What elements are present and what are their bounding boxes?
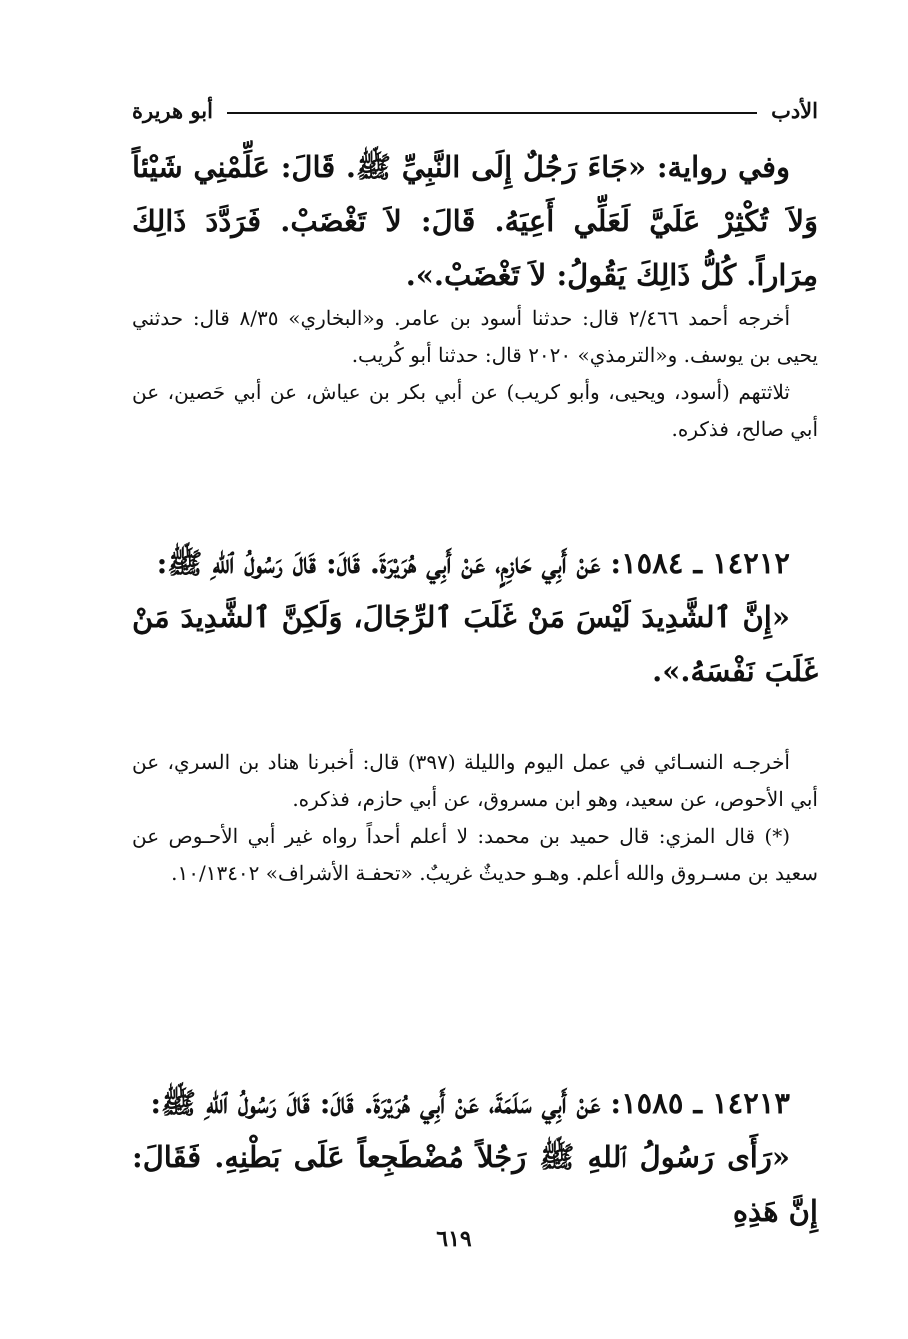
hadith-14212 <box>132 536 818 698</box>
page-number: ٦١٩ <box>436 1226 472 1252</box>
takhrij-note-2 <box>132 744 818 892</box>
hadith-isnad: ١٤٢١٢ ـ ١٥٨٤: عَنْ أَبِي حَازِمٍ، عَنْ أَبِي هُرَيْرَةَ. قَالَ: قَالَ رَسُولُ ٱللهِ ﷺ: <box>156 546 790 580</box>
hadith-matn: «إِنَّ ٱلشَّدِيدَ لَيْسَ مَنْ غَلَبَ ٱلرِّجَالَ، وَلَكِنَّ ٱلشَّدِيدَ مَنْ غَلَبَ نَفْسَهُ.». <box>132 600 818 688</box>
header-rule <box>227 112 757 114</box>
hadith-isnad: ١٤٢١٣ ـ ١٥٨٥: عَنْ أَبِي سَلَمَةَ، عَنْ أَبِي هُرَيْرَةَ. قَالَ: قَالَ رَسُولُ ٱللهِ ﷺ: <box>150 1086 790 1120</box>
takhrij-paragraph: أخرجه أحمد ٢/٤٦٦ قال: حدثنا أسود بن عامر. و«البخاري» ٨/٣٥ قال: حدثني يحيى بن يوسف. و«الترمذي» ٢٠٢٠ قال: حدثنا أبو كُريب. <box>132 306 818 367</box>
hadith-text: وفي رواية: «جَاءَ رَجُلٌ إِلَى النَّبِيِّ ﷺ. قَالَ: عَلِّمْنِي شَيْئاً وَلاَ تُكْثِرْ عَلَيَّ لَعَلِّي أَعِيَهُ. قَالَ: لاَ تَغْضَبْ. فَرَدَّدَ ذَالِكَ مِرَاراً. كُلُّ ذَالِكَ يَقُولُ: لاَ تَغْضَبْ.». <box>132 150 818 292</box>
takhrij-paragraph: ثلاثتهم (أسود، ويحيى، وأبو كريب) عن أبي بكر بن عياش، عن أبي حَصين، عن أبي صالح، فذكره. <box>132 380 818 441</box>
takhrij-paragraph: أخرجـه النسـائي في عمل اليوم والليلة (٣٩٧) قال: أخبرنا هناد بن السري، عن أبي الأحوص، عن سعيد، وهو ابن مسروق، عن أبي حازم، فذكره. <box>132 750 818 811</box>
hadith-14213 <box>132 1076 818 1238</box>
narrator-title: أبو هريرة <box>132 97 213 123</box>
running-header <box>132 92 818 128</box>
takhrij-note-1 <box>132 300 818 448</box>
chapter-title: الأدب <box>771 97 818 123</box>
hadith-variant-text <box>132 140 818 302</box>
hadith-matn: «رَأَى رَسُولُ ٱللهِ ﷺ رَجُلاً مُضْطَجِعاً عَلَى بَطْنِهِ. فَقَالَ: إِنَّ هَذِهِ <box>132 1140 818 1228</box>
mizzi-note: (*) قال المزي: قال حميد بن محمد: لا أعلم أحداً رواه غير أبي الأحـوص عن سعيد بن مسـروق والله أعلم. وهـو حديثٌ غريبٌ. «تحفـة الأشراف» ١٠/١٣٤٠٢. <box>132 824 818 885</box>
